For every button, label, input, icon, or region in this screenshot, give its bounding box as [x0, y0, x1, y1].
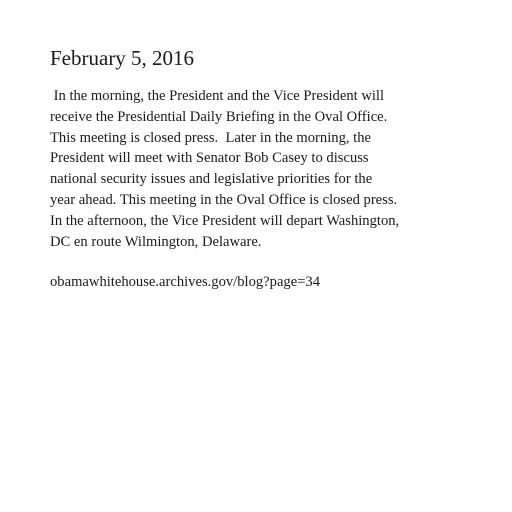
source-url: obamawhitehouse.archives.gov/blog?page=34 [50, 274, 321, 291]
document-page [50, 44, 490, 293]
paragraph-line: receive the Presidential Daily Briefing in the Oval Office. [50, 108, 388, 125]
paragraph-line: President will meet with Senator Bob Casey to discuss [50, 150, 369, 167]
paragraph-line: year ahead. This meeting in the Oval Office is closed press. [50, 191, 398, 208]
paragraph-line: DC en route Wilmington, Delaware. [50, 233, 262, 250]
schedule-paragraph [50, 86, 490, 252]
paragraph-line: In the morning, the President and the Vice President will [50, 88, 385, 104]
paragraph-line: In the afternoon, the Vice President will depart Washington, [50, 212, 400, 229]
paragraph-line: This meeting is closed press. Later in the morning, the [50, 129, 371, 146]
paragraph-line: national security issues and legislative priorities for the [50, 171, 373, 188]
date-heading: February 5, 2016 [50, 46, 195, 70]
